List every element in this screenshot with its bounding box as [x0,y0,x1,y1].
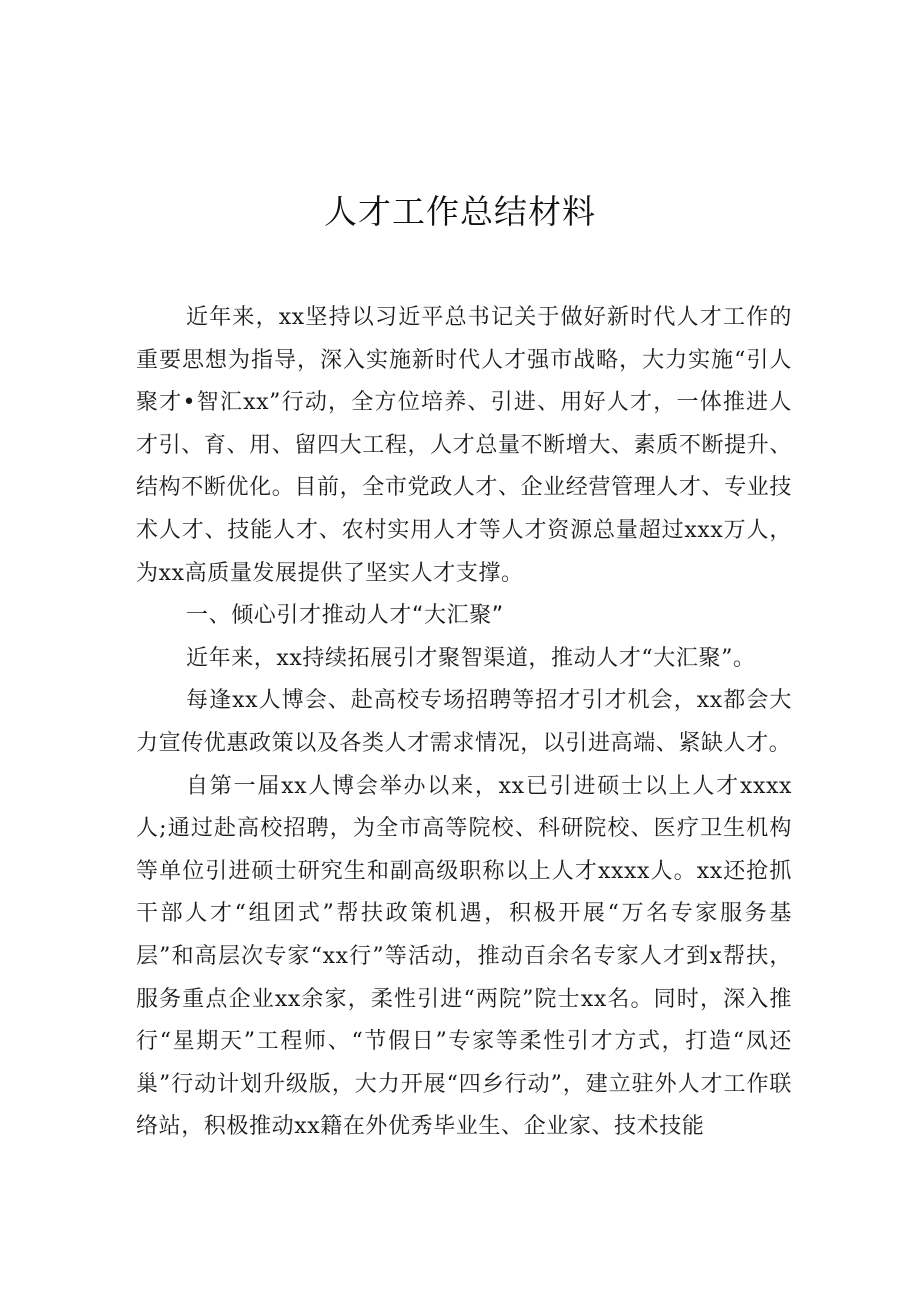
section-paragraph: 每逢xx人博会、赴高校专场招聘等招才引才机会，xx都会大力宣传优惠政策以及各类人才需求情况，以引进高端、紧缺人才。 [136,688,792,756]
document-body [136,297,792,1149]
section-heading: 一、倾心引才推动人才“大汇聚” [186,603,504,629]
document-title: 人才工作总结材料 [324,192,596,231]
section-paragraph: 近年来，xx持续拓展引才聚智渠道，推动人才“大汇聚”。 [186,645,756,671]
section-paragraph: 自第一届xx人博会举办以来，xx已引进硕士以上人才xxxx人;通过赴高校招聘，为全市高等院校、科研院校、医疗卫生机构等单位引进硕士研究生和副高级职称以上人才xxxx人。xx还抢抓干部人才“组团式”帮扶政策机遇，积极开展“万名专家服务基层”和高层次专家“xx行”等活动，推动百余名专家人才到x帮扶，服务重点企业xx余家，柔性引进“两院”院士xx名。同时，深入推行“星期天”工程师、“节假日”专家等柔性引才方式，打造“凤还巢”行动计划升级版，大力开展“四乡行动”，建立驻外人才工作联络站，积极推动xx籍在外优秀毕业生、企业家、技术技能 [136,773,792,1140]
intro-paragraph: 近年来，xx坚持以习近平总书记关于做好新时代人才工作的重要思想为指导，深入实施新时代人才强市战略，大力实施“引人聚才•智汇xx”行动，全方位培养、引进、用好人才，一体推进人才引、育、用、留四大工程，人才总量不断增大、素质不断提升、结构不断优化。目前，全市党政人才、企业经营管理人才、专业技术人才、技能人才、农村实用人才等人才资源总量超过xxx万人，为xx高质量发展提供了坚实人才支撑。 [136,305,792,586]
